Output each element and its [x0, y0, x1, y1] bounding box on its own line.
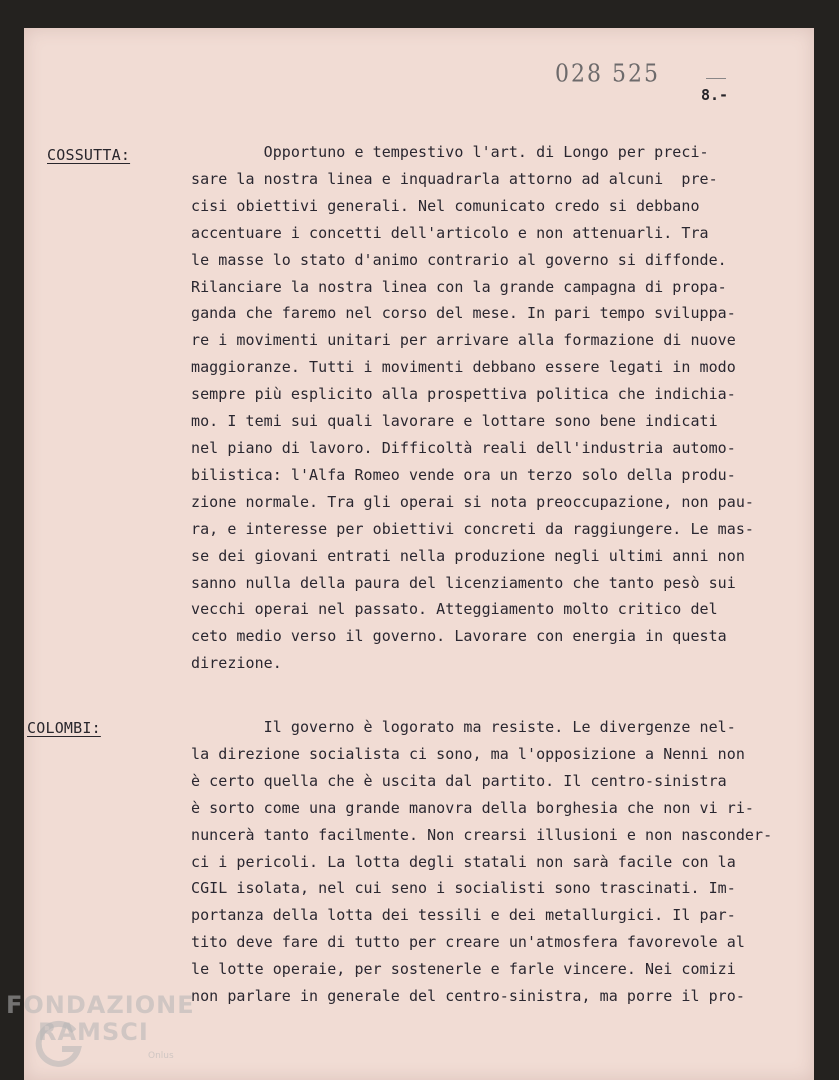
text-line: mo. I temi sui quali lavorare e lottare sono bene indicati [191, 412, 718, 431]
text-line: ceto medio verso il governo. Lavorare con energia in questa [191, 627, 727, 646]
text-line: la direzione socialista ci sono, ma l'opposizione a Nenni non [191, 744, 745, 763]
text-line: Rilanciare la nostra linea con la grande campagna di propa- [191, 277, 727, 296]
text-line: direzione. [191, 654, 282, 673]
text-line: ra, e interesse per obiettivi concreti da raggiungere. Le mas- [191, 519, 755, 538]
text-line: sempre più esplicito alla prospettiva politica che indichia- [191, 385, 736, 404]
text-line: ci i pericoli. La lotta degli statali non sarà facile con la [191, 852, 736, 871]
text-line: maggioranze. Tutti i movimenti debbano essere legati in modo [191, 358, 736, 377]
text-line: è sorto come una grande manovra della borghesia che non vi ri- [191, 798, 755, 817]
text-line: cisi obiettivi generali. Nel comunicato credo si debbano [191, 196, 700, 215]
text-line: tito deve fare di tutto per creare un'atmosfera favorevole al [191, 933, 745, 952]
text-line: CGIL isolata, nel cui seno i socialisti sono trascinati. Im- [191, 879, 736, 898]
speaker-label-cossutta: COSSUTTA: [47, 146, 131, 164]
text-line: bilistica: l'Alfa Romeo vende ora un terzo solo della produ- [191, 465, 736, 484]
text-line: le lotte operaie, per sostenerle e farle vincere. Nei comizi [191, 960, 736, 979]
text-line: non parlare in generale del centro-sinistra, ma porre il pro- [191, 987, 745, 1006]
text-line: le masse lo stato d'animo contrario al governo si diffonde. [191, 250, 727, 269]
text-line: ganda che faremo nel corso del mese. In pari tempo sviluppa- [191, 304, 736, 323]
text-line: se dei giovani entrati nella produzione negli ultimi anni non [191, 546, 745, 565]
paragraph-cossutta [191, 139, 791, 677]
watermark-line-2: RAMSCI [38, 1018, 149, 1046]
text-line: nel piano di lavoro. Difficoltà reali dell'industria automo- [191, 438, 736, 457]
text-line: sare la nostra linea e inquadrarla attorno ad alcuni pre- [191, 169, 718, 188]
text-line: sanno nulla della paura del licenziamento che tanto pesò sui [191, 573, 736, 592]
archive-dash [706, 78, 726, 79]
watermark-line-1: FONDAZIONE [6, 991, 195, 1019]
text-line: Opportuno e tempestivo l'art. di Longo per preci- [191, 143, 709, 161]
text-line: Il governo è logorato ma resiste. Le divergenze nel- [191, 718, 736, 736]
fondazione-gramsci-watermark [0, 985, 230, 1080]
text-line: vecchi operai nel passato. Atteggiamento molto critico del [191, 600, 718, 619]
text-line: accentuare i concetti dell'articolo e non attenuarli. Tra [191, 223, 709, 242]
watermark-line-3: Onlus [148, 1051, 174, 1061]
document-page [24, 28, 814, 1080]
text-line: zione normale. Tra gli operai si nota preoccupazione, non pau- [191, 492, 755, 511]
text-line: re i movimenti unitari per arrivare alla formazione di nuove [191, 331, 736, 350]
text-line: nuncerà tanto facilmente. Non crearsi illusioni e non nasconder- [191, 825, 773, 844]
text-line: è certo quella che è uscita dal partito. Il centro-sinistra [191, 771, 727, 790]
archive-number: 028 525 [555, 60, 660, 89]
page-number: 8.- [701, 86, 729, 104]
text-line: portanza della lotta dei tessili e dei metallurgici. Il par- [191, 906, 736, 925]
speaker-label-colombi: COLOMBI: [27, 719, 101, 737]
paragraph-colombi [191, 714, 791, 1010]
